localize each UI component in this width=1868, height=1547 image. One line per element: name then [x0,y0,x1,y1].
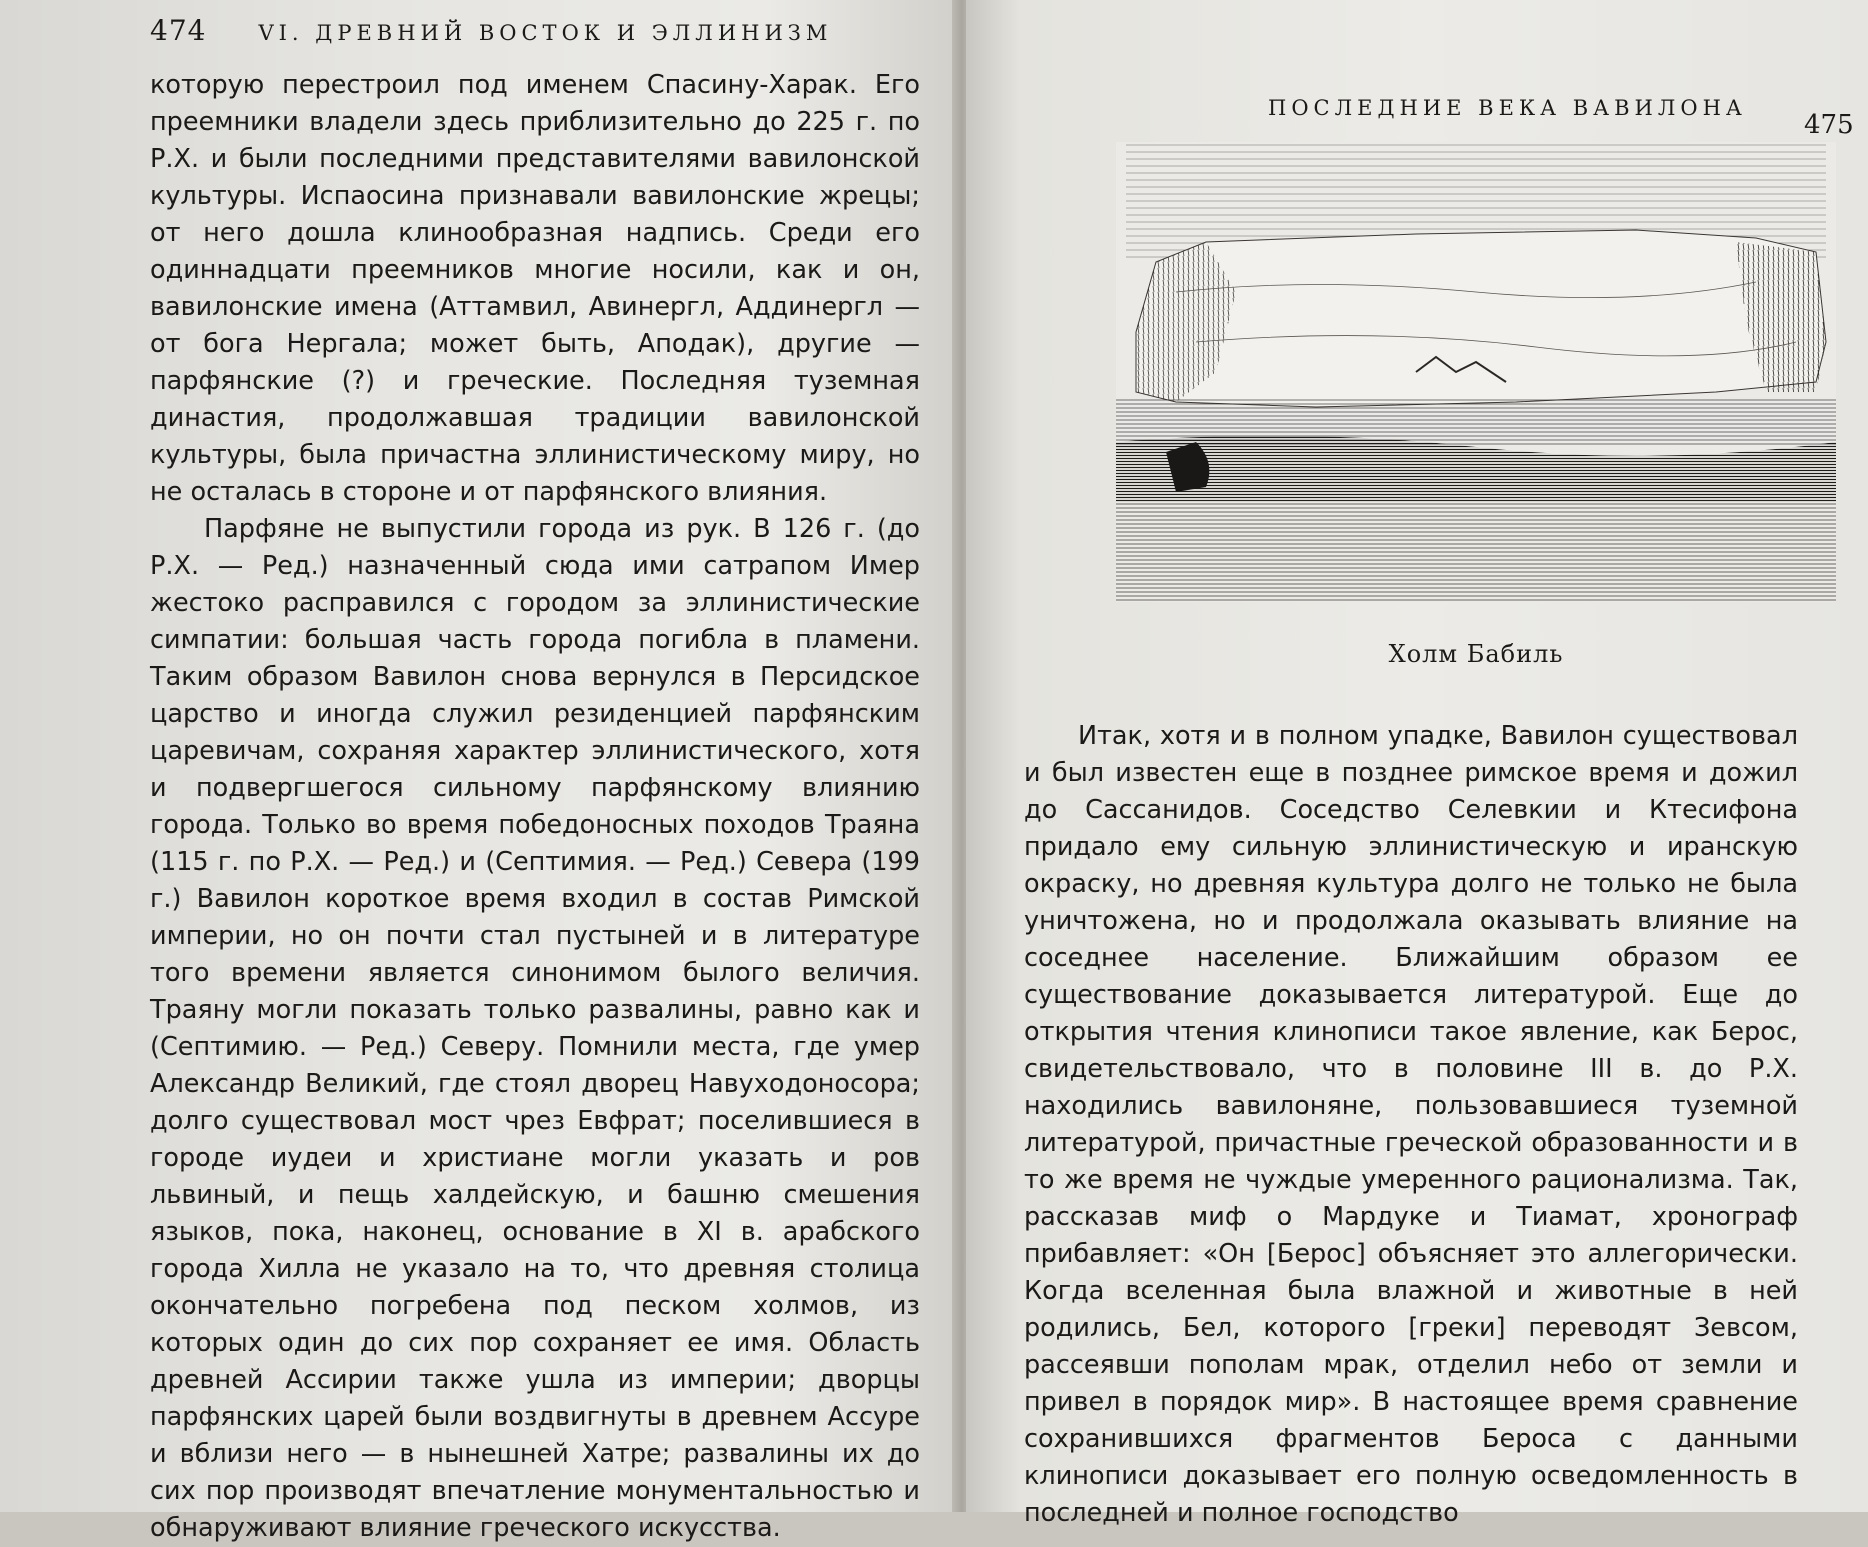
left-running-head [150,14,958,47]
figure-caption: Холм Бабиль [1388,640,1564,668]
right-paragraph-1: Итак, хотя и в полном упадке, Вавилон существовал и был известен еще в позднее римское время и дожил до Сассанидов. Соседство Селевкии и Ктесифона придало ему сильную эллинистическую и иранскую окраску, но древняя культура долго не только не была уничтожена, но и продолжала оказывать влияние на соседнее население. Ближайшим образом ее существование доказывается литературой. Еще до открытия чтения клинописи такое явление, как Берос, свидетельствовало, что в половине III в. до Р.Х. находились вавилоняне, пользовавшиеся туземной литературой, причастные греческой образованности и в то же время не чуждые умеренного рационализма. Так, рассказав миф о Мардуке и Тиамат, хронограф прибавляет: «Он [Берос] объясняет это аллегорически. Когда вселенная была влажной и животные в ней родились, Бел, которого [греки] переводят Зевсом, рассеявши пополам мрак, отделил небо от земли и привел в порядок мир». В настоящее время сравнение сохранившихся фрагментов Бероса с данными клинописи доказывает его полную осведомленность в последней и полное господство [1024,721,1798,1528]
right-running-head [1024,0,1868,140]
right-body-text [1024,718,1798,1532]
babil-mound-engraving [1116,142,1836,602]
left-chapter-title: VI. ДРЕВНИЙ ВОСТОК И ЭЛЛИНИЗМ [258,21,833,45]
engraving-figure [1116,142,1836,668]
left-paragraph-2: Парфяне не выпустили города из рук. В 126 г. (до Р.Х. — Ред.) назначенный сюда ими сатрапом Имер жестоко расправился с городом за эллинистические симпатии: большая часть города погибла в пламени. Таким образом Вавилон снова вернулся в Персидское царство и иногда служил резиденцией парфянским царевичам, сохраняя характер эллинистического, хотя и подвергшегося сильному парфянскому влиянию города. Только во время победоносных походов Траяна (115 г. по Р.Х. — Ред.) и (Септимия. — Ред.) Севера (199 г.) Вавилон короткое время входил в состав Римской империи, но он почти стал пустыней и в литературе того времени является синонимом былого величия. Траяну могли показать только развалины, равно как и (Септимию. — Ред.) Северу. Помнили места, где умер Александр Великий, где стоял дворец Навуходоносора; долго существовал мост чрез Евфрат; поселившиеся в городе иудеи и христиане могли указать и ров львиный, и пещь халдейскую, и башню смешения языков, пока, наконец, основание в XI в. арабского города Хилла не указало на то, что древняя столица окончательно погребена под песком холмов, из которых один до сих пор сохраняет ее имя. Область древней Ассирии также ушла из империи; дворцы парфянских царей были воздвигнуты в древнем Ассуре и вблизи него — в нынешней Хатре; развалины их до сих пор производят впечатление монументальностью и обнаруживают влияние греческого искусства. [150,514,920,1543]
right-chapter-title: ПОСЛЕДНИЕ ВЕКА ВАВИЛОНА [1268,96,1747,120]
left-page-number: 474 [150,14,207,47]
right-page-number: 475 [1804,110,1854,140]
left-paragraph-1: которую перестроил под именем Спасину-Харак. Его преемники владели здесь приблизительно до 225 г. по Р.Х. и были последними представителями вавилонской культуры. Испаосина признавали вавилонские жрецы; от него дошла клинообразная надпись. Среди его одиннадцати преемников многие носили, как и он, вавилонские имена (Аттамвил, Авинергл, Аддинергл — от бога Нергала; может быть, Аподак), другие — парфянские (?) и греческие. Последняя туземная династия, продолжавшая традиции вавилонской культуры, была причастна эллинистическому миру, но не осталась в стороне и от парфянского влияния. [150,70,920,507]
right-page [966,0,1868,1528]
left-body-text [150,67,920,1547]
